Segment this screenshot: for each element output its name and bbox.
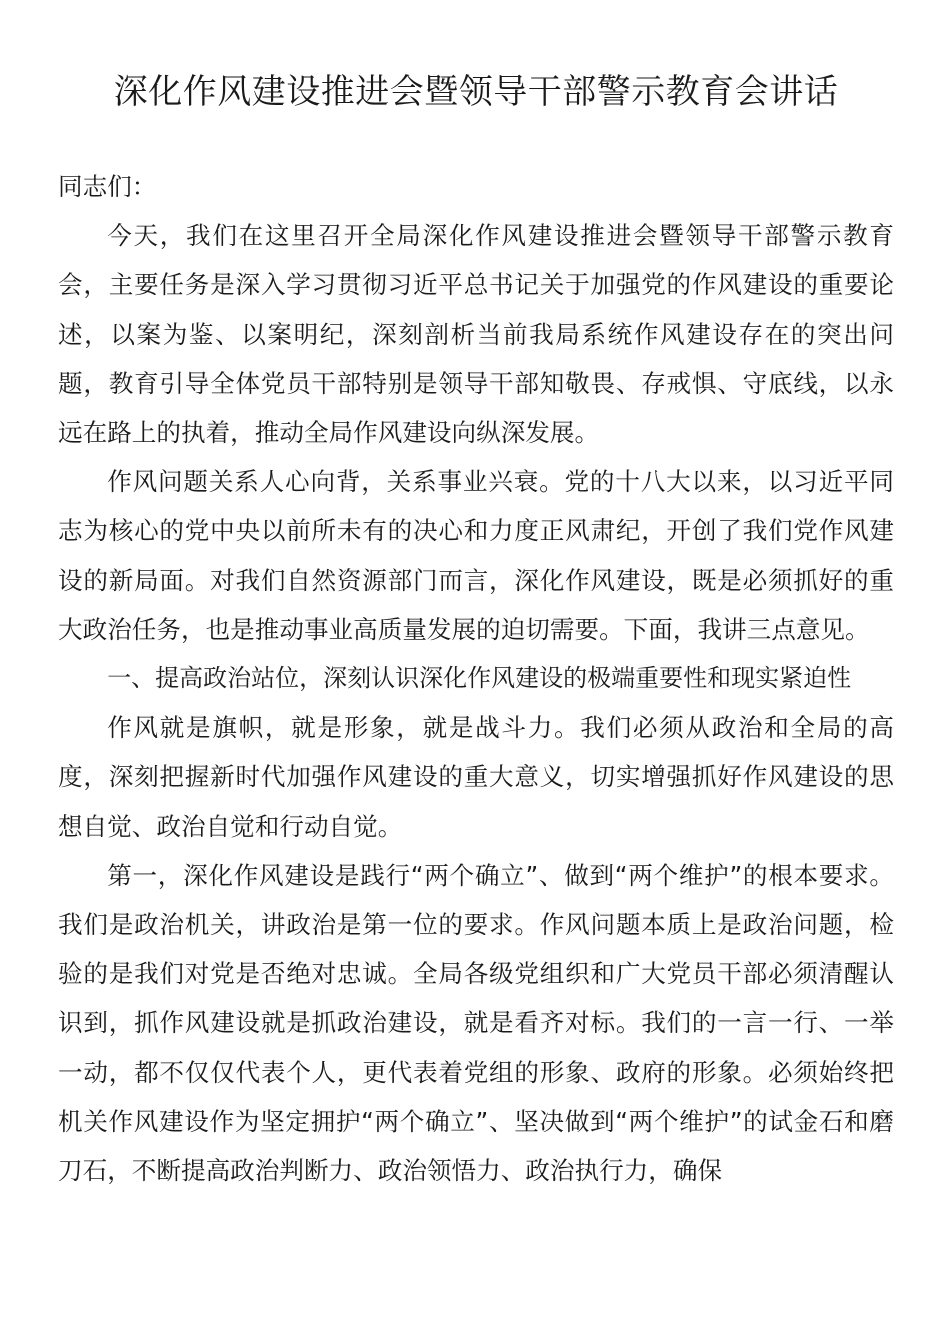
document-page [58,0,894,1195]
paragraph-context: 作风问题关系人心向背，关系事业兴衰。党的十八大以来，以习近平同志为核心的党中央以前所未有的决心和力度正风肃纪，开创了我们党作风建设的新局面。对我们自然资源部门而言，深化作风建设，既是必须抓好的重大政治任务，也是推动事业高质量发展的迫切需要。下面，我讲三点意见。 [58,467,894,644]
paragraph-opening: 今天，我们在这里召开全局深化作风建设推进会暨领导干部警示教育会，主要任务是深入学习贯彻习近平总书记关于加强党的作风建设的重要论述，以案为鉴、以案明纪，深刻剖析当前我局系统作风建设存在的突出问题，教育引导全体党员干部特别是领导干部知敬畏、存戒惧、守底线，以永远在路上的执着，推动全局作风建设向纵深发展。 [58,221,894,448]
paragraph-point-one: 第一，深化作风建设是践行“两个确立”、做到“两个维护”的根本要求。我们是政治机关，讲政治是第一位的要求。作风问题本质上是政治问题，检验的是我们对党是否绝对忠诚。全局各级党组织和广大党员干部必须清醒认识到，抓作风建设就是抓政治建设，就是看齐对标。我们的一言一行、一举一动，都不仅仅代表个人，更代表着党组的形象、政府的形象。必须始终把机关作风建设作为坚定拥护“两个确立”、坚决做到“两个维护”的试金石和磨刀石，不断提高政治判断力、政治领悟力、政治执行力，确保 [58,860,894,1186]
paragraph-section-intro: 作风就是旗帜，就是形象，就是战斗力。我们必须从政治和全局的高度，深刻把握新时代加强作风建设的重大意义，切实增强抓好作风建设的思想自觉、政治自觉和行动自觉。 [58,713,894,841]
section-heading-1: 一、提高政治站位，深刻认识深化作风建设的极端重要性和现实紧迫性 [107,664,852,693]
salutation: 同志们： [58,172,157,201]
document-title: 深化作风建设推进会暨领导干部警示教育会讲话 [113,72,839,112]
